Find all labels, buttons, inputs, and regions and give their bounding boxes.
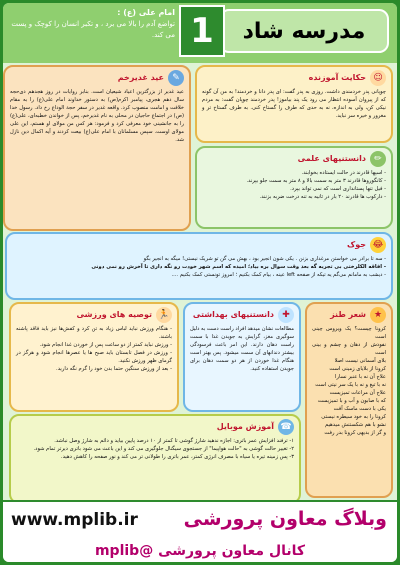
title-box bbox=[219, 9, 389, 53]
poem-line: علاج آن مراعات تمیزیست bbox=[329, 390, 386, 396]
blog-name: وبلاگ معاون پرورشی bbox=[183, 508, 387, 530]
science-line: - اسپها قادرند در حالت ایستاده بخوابند. bbox=[301, 170, 386, 176]
eid-text: عید غدیر از بزرگترین اعیاد شیعیان است. بنابر روایات در روز هجدهم ذی‌حجه سال دهم هجری، پیامبر اکرم(ص) به دستور خداوند امام علی(ع) را به مقام خلافت و امامت منصوب کرد. واقعه غدیر در سفر حجة الوداع رخ داد. رسول خدا (ص) در اجتماع حاجیان در محلی به نام غدیرخم، پس از خواندن خطبه‌ای، علی(ع) را به جانشینی خود معرفی کرد و فرمود: هر کس من مولای او هستم، این علی مولای اوست. سپس مسلمانان با امام علی(ع) بیعت کردند و آیه اکمال دین نازل شد. bbox=[10, 89, 184, 143]
poem-line: بلای آسمانی نیست اصلا bbox=[334, 358, 386, 364]
site-url[interactable]: www.mplib.ir bbox=[11, 510, 138, 530]
teacher-icon: ☺ bbox=[370, 70, 386, 86]
joke-line: - افاقه الکلرختی بی تجربه گه بعد وقت سوال بره بیاد؛ امیده که اسم شهر خودت رو نگه داری تا آخرش رو نمی دونی bbox=[91, 264, 386, 270]
poem-line: که با صابون و آب و با تمیزیست bbox=[317, 398, 386, 404]
story-text: چوپانی پدر خردمندی داشت. روزی به پدر گفت: ای پدر دانا و خردمند! به من آن گونه که از پیروان آسوده انتظار می رود یک پند بیاموز! پدر خردمند چوپان گفت: به مردم نیکی کن، ولی به اندازه، نه به حدی که طرف را گستاخ کنی. به طرف گستاخ تر و مغرور و خیره سر نباید. bbox=[202, 89, 386, 119]
newsletter-page bbox=[3, 3, 397, 562]
story-title: حکایت آموزنده bbox=[308, 73, 366, 82]
science-line: - کانگوروها قادرند ۳ متر به سمت بالا و ۸ متر به سمت جلو بپرند. bbox=[246, 178, 386, 184]
sports-title: توصیه های ورزشی bbox=[76, 310, 152, 319]
phone-icon: ☎ bbox=[278, 419, 294, 435]
poem-line: کرونا چیست؟ یک ویروس چینی است bbox=[312, 326, 386, 340]
quote-author: امام علی (ع) : bbox=[117, 8, 175, 17]
health-box bbox=[183, 302, 301, 412]
health-text: مطالعات نشان میدهد افراد راست دست به دلیل سوگیری مغز، گرایش به جویدن غذا با سمت راست دهان دارند. این امر باعث فرسودگی بیشتر دندانهای آن سمت میشود. پس بهتر است هنگام غذا خوردن از هر دو سمت دهان برای جویدن استفاده کنید. bbox=[190, 326, 294, 372]
sports-box bbox=[9, 302, 179, 412]
joke-box bbox=[5, 232, 393, 300]
poem-line: علاج آن نه با عنبر نسارا bbox=[335, 374, 386, 380]
channel-name: کانال معاون پرورشی @mplib bbox=[94, 543, 306, 559]
health-title: دانستنیهای بهداشتی bbox=[192, 310, 274, 319]
poem-line: یکی با دست ماسک آفت bbox=[333, 406, 386, 412]
mobile-title: آموزش موبایل bbox=[216, 422, 274, 431]
quote-text: تواضع آدم را بالا می برد ، و تکبر انسان را کوچک و پست می کند. bbox=[11, 20, 175, 39]
poem-title: شعر طنز bbox=[330, 310, 366, 319]
header-quote bbox=[9, 7, 175, 57]
header-band bbox=[3, 3, 397, 63]
pencil-icon: ✏ bbox=[370, 151, 386, 167]
mobile-line: ۳- پس زمینه تیره یا سیاه با مصرف انرژی کمتر، عمر باتری را طولانی تر می کند و نور صفحه را کاهش دهید. bbox=[60, 454, 294, 460]
poem-line: نه با تیغ و نه با یک سر نیتی است bbox=[315, 382, 386, 388]
issue-number: 1 bbox=[179, 5, 225, 57]
joke-line: - دیشب به مامانم می‌گم یه تیکه از صفحه left عینه ، بیام کمک بکنیم ؛ امروز تونستی کمک بکنیم .... bbox=[171, 272, 386, 278]
poem-box bbox=[305, 302, 393, 498]
story-box bbox=[195, 65, 393, 143]
notebook-icon: ✎ bbox=[168, 70, 184, 86]
joke-line: - سه تا برادر می خواستن مرغداری بزنن . یکی شون انجیر بود ، بهش می گن تو شریک نیستی! میگه به انجیر بگو bbox=[143, 256, 386, 262]
joke-title: جوک bbox=[347, 240, 366, 249]
laughing-face-icon: 😂 bbox=[370, 237, 386, 253]
science-line: - فیل تنها پستانداری است که نمی تواند بپرد. bbox=[290, 186, 386, 192]
runner-icon: 🏃 bbox=[156, 307, 172, 323]
science-title: دانستنیهای علمی bbox=[297, 154, 366, 163]
mobile-box bbox=[9, 414, 301, 504]
mobile-line: ۲- تغییر حالت گوشی به "حالت هواپیما" از جستجوی سیگنال جلوگیری می کند و این باعث می شود باتری دیرتر تمام شود. bbox=[33, 446, 294, 452]
poem-line: کرونا از بلایای زمینی است bbox=[329, 366, 386, 372]
page-title: مدرسه شاد bbox=[242, 18, 366, 44]
mobile-line: ۱- ترفند افزایش عمر باتری: اجازه ندهید شارژ گوشی تا کمتر از ۱۰ درصد پایین بیاید و دائم به شارژ وصل نباشد. bbox=[54, 438, 294, 444]
science-line: - دارکوب ها قادرند ۲۰ بار در ثانیه به تنه درخت ضربه بزنند. bbox=[259, 194, 386, 200]
sports-text: - هنگام ورزش نباید لباس زیاد به تن کرد و کفش‌ها نیز باید فاقد پاشنه باشند. - ورزش نباید کمتر از دو ساعت پس از خوردن غذا انجام شود. - ورزش در فصل تابستان باید صبح ها یا عصرها انجام شود و هرگز در گرمای ظهر ورزش نکنید. - بعد از ورزش سنگین حتما بدن خود را گرم نگه دارید. bbox=[16, 326, 172, 372]
doctor-icon: ✚ bbox=[278, 307, 294, 323]
poem-line: کرونا را به خود سیطره نیستی bbox=[321, 414, 386, 420]
star-icon: ★ bbox=[370, 307, 386, 323]
poem-line: نفوذش از دهان و چشم و بینی است bbox=[312, 342, 386, 356]
footer-banner bbox=[3, 500, 397, 562]
poem-line: و گر از بدیهی کرونا بدر رفت bbox=[324, 430, 386, 436]
poem-line: نشو با هم شکستنش میدهیم bbox=[325, 422, 386, 428]
science-box bbox=[195, 146, 393, 229]
eid-title: عید غدیرخم bbox=[117, 73, 164, 82]
eid-box bbox=[3, 65, 191, 231]
